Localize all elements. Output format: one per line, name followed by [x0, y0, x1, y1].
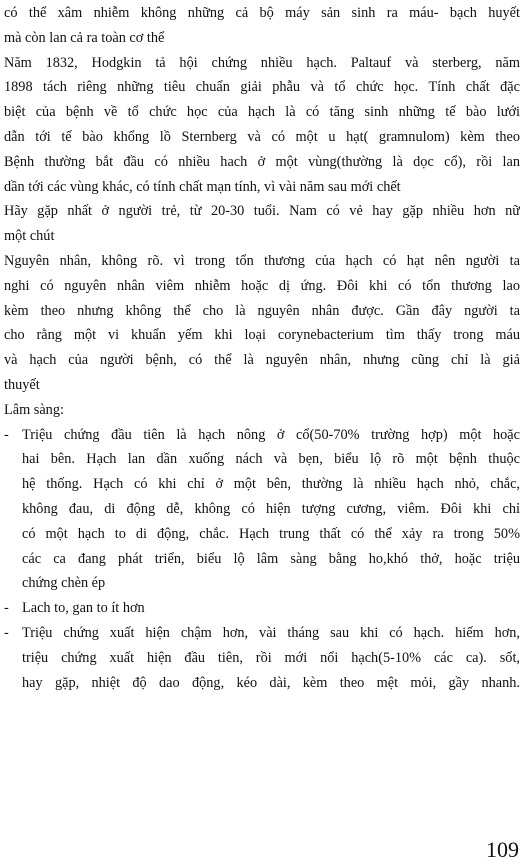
bullet-text-line: Triệu chứng xuất hiện chậm hơn, vài tháng sau khi có hạch. hiếm hơn,	[22, 624, 520, 641]
page-body	[4, 1, 520, 695]
text-line: 1898 tách riêng những tiêu chuẩn giải phẫu và tổ chức học. Tính chất đặc	[4, 79, 520, 96]
bullet-dash: -	[4, 600, 9, 617]
bullet-text-line: có một hạch to di động, chắc. Hạch trung thất có thể xảy ra trong 50%	[22, 525, 520, 542]
text-line: và hạch của người bệnh, có thể là nguyên nhân, nhưng cũng chỉ là giả	[4, 352, 520, 369]
text-line: dần tới các vùng khác, có tính chất mạn tính, vì vài năm sau mới chết	[4, 178, 401, 195]
bullet-dash: -	[4, 624, 9, 641]
bullet-item	[4, 596, 520, 621]
text-line: nghi có nguyên nhân viêm nhiễm hoặc dị ứng. Đôi khi có tổn thương lao	[4, 277, 520, 294]
bullet-text-line: không đau, di động dễ, không có hiện tượng cương, viêm. Đôi khi chỉ	[22, 500, 520, 517]
text-line: Bệnh thường bắt đầu có nhiều hach ở một vùng(thường là dọc cổ), rồi lan	[4, 153, 520, 170]
text-line: Nguyên nhân, không rõ. vì trong tổn thương của hạch có hạt nên người ta	[4, 252, 520, 269]
text-line: dẫn tới tế bào khổng lồ Sternberg và có một u hạt( gramnulom) kèm theo	[4, 128, 520, 145]
bullet-text-line: các ca đang phát triển, biểu lộ lâm sàng bằng ho,khó thở, hoặc triệu	[22, 550, 520, 567]
bullet-text-line: Lach to, gan to ít hơn	[22, 600, 145, 617]
text-line: cho rằng một vi khuẩn yếm khi loại corynebacterium tìm thấy trong máu	[4, 327, 520, 344]
bullet-text-line: hai bên. Hạch lan dần xuống nách và bẹn, biểu lộ rõ một bệnh thuộc	[22, 451, 520, 468]
page-number: 109	[486, 837, 519, 862]
text-line: Hãy gặp nhất ở người trẻ, từ 20-30 tuổi. Nam có vẻ hay gặp nhiều hơn nữ	[4, 203, 520, 220]
bullet-text-line: Triệu chứng đầu tiên là hạch nông ở cổ(50-70% trường hợp) một hoặc	[22, 426, 520, 443]
text-line: thuyết	[4, 376, 40, 393]
bullet-dash: -	[4, 426, 9, 443]
section-heading: Lâm sàng:	[4, 401, 64, 418]
text-line: một chút	[4, 228, 55, 245]
bullet-text-line: chứng chèn ép	[22, 575, 106, 592]
bullet-item	[4, 621, 520, 646]
text-line: biệt của bệnh về tổ chức học của hạch là có tăng sinh những tế bào lưới	[4, 104, 520, 121]
bullet-text-line: hay gặp, nhiệt độ dao động, kéo dài, kèm theo mệt mỏi, gầy nhanh.	[22, 674, 520, 691]
text-line: mà còn lan cả ra toàn cơ thể	[4, 29, 165, 46]
text-line: kèm theo nhưng không thể cho là nguyên nhân được. Gần đây người ta	[4, 302, 520, 319]
text-line: Năm 1832, Hodgkin tả hội chứng nhiều hạch. Paltauf và sterberg, năm	[4, 54, 520, 71]
bullet-text-line: triệu chứng xuất hiện đầu tiên, rồi mới nổi hạch(5-10% các ca). sốt,	[22, 649, 520, 666]
bullet-text-line: hệ thống. Hạch có khi chỉ ở một bên, thường là nhiều hạch nhỏ, chắc,	[22, 476, 520, 493]
text-line: có thể xâm nhiễm không những cả bộ máy sản sinh ra máu- bạch huyết	[4, 5, 520, 21]
bullet-item	[4, 423, 520, 448]
